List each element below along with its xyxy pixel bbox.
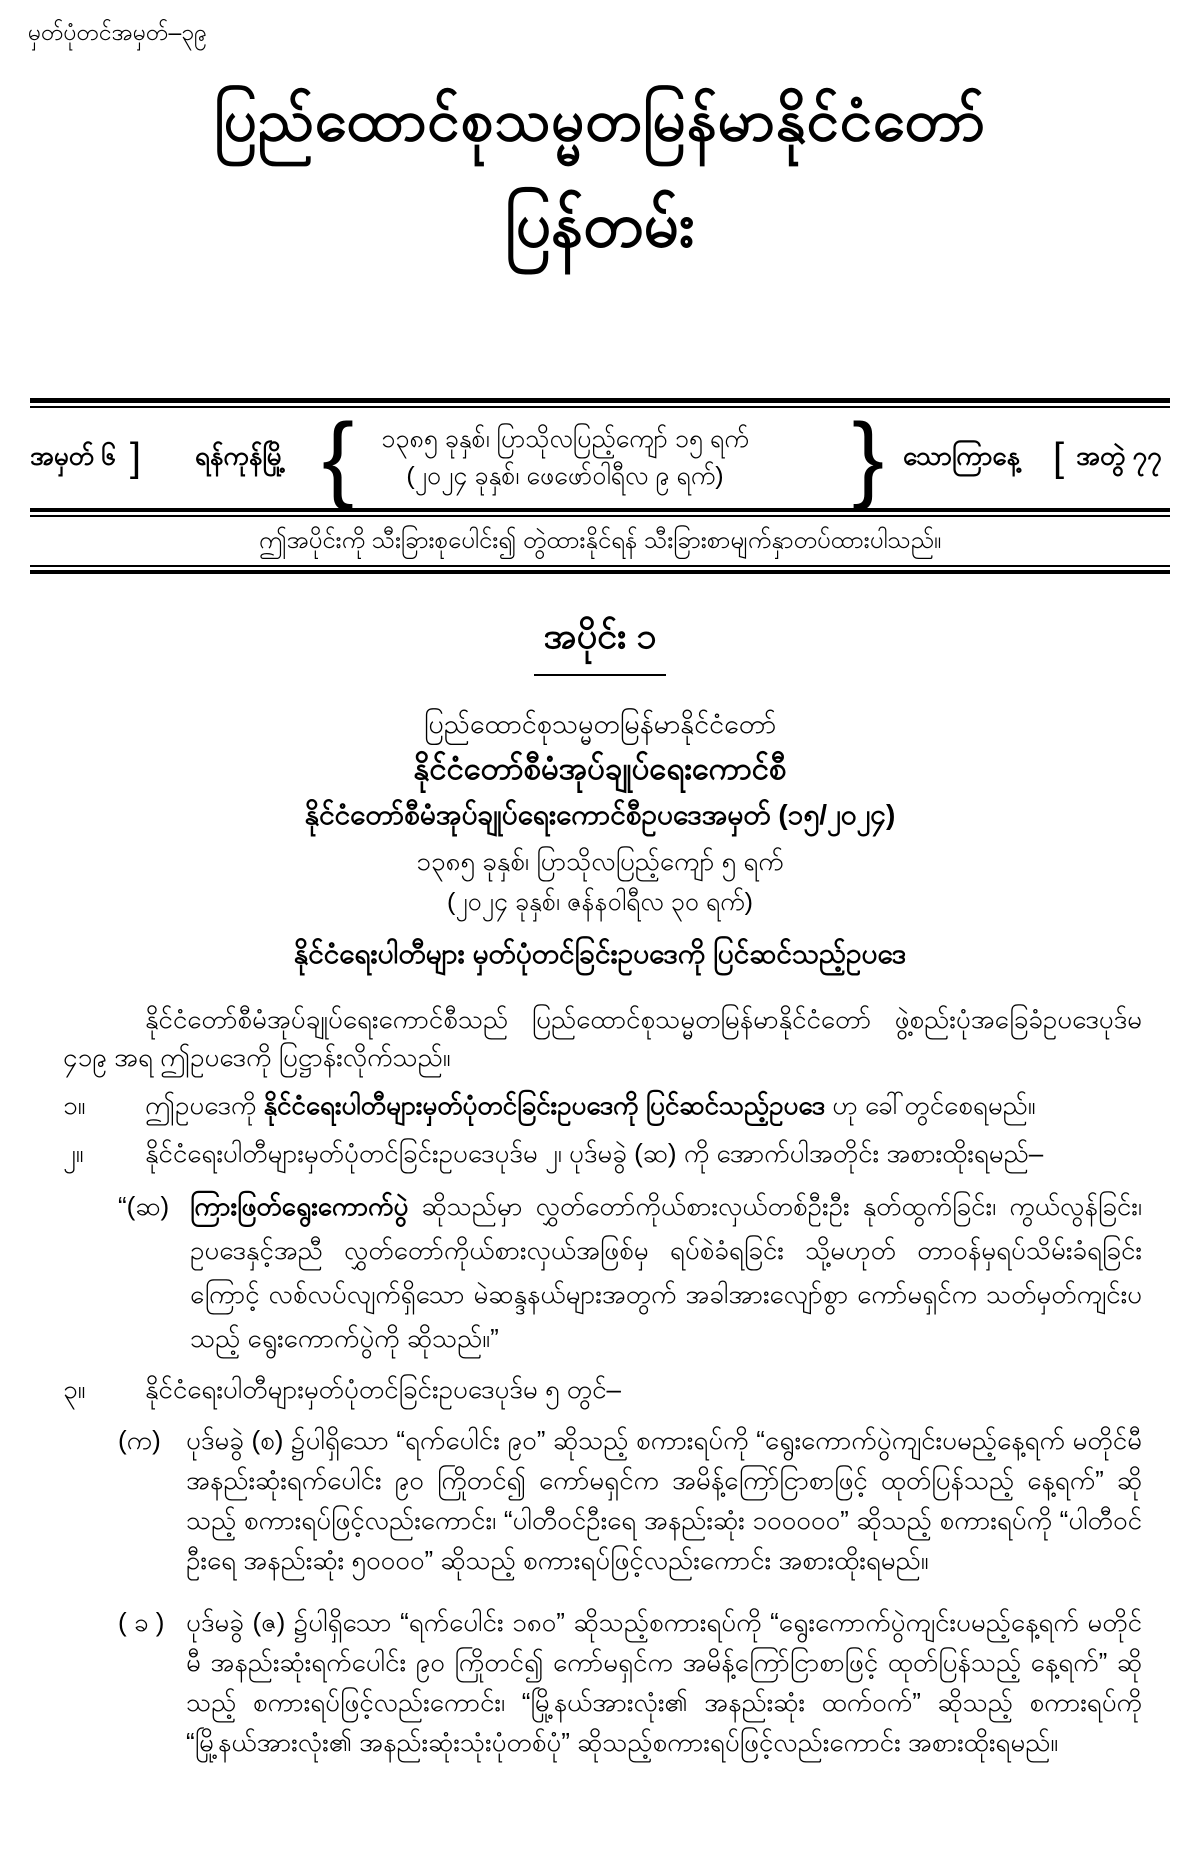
gazette-subtitle: ပြန်တမ်း xyxy=(505,191,695,260)
volume-label: အတွဲ ၇၇ xyxy=(1076,440,1162,471)
binding-notice: ဤအပိုင်းကို သီးခြားစုပေါင်း၍ တွဲထားနိုင်ရန် သီးခြားစာမျက်နှာတပ်ထားပါသည်။ xyxy=(258,527,942,554)
quoted-clause-body: ဆိုသည်မှာ လွှတ်တော်ကိုယ်စားလှယ်တစ်ဦးဦး နုတ်ထွက်ခြင်း၊ ကွယ်လွန်ခြင်း၊ ဥပဒေနှင့်အညီ လွှတ်တော်ကိုယ်စားလှယ်အဖြစ်မှ ရပ်စဲခံရခြင်း သို့မဟုတ် တာဝန်မှရပ်သိမ်းခံရခြင်းကြောင့် လစ်လပ်လျက်ရှိသော မဲဆန္ဒနယ်များအတွက် အခါအားလျော်စွာ ကော်မရှင်က သတ်မှတ်ကျင်းပသည့် ရွေးကောက်ပွဲကို ဆိုသည်။” xyxy=(190,1191,1142,1353)
article-3-number: ၃။ xyxy=(63,1374,86,1404)
article-1-text-pre: ဤဥပဒေကို xyxy=(145,1090,264,1120)
issue-dates xyxy=(330,421,800,495)
quoted-clause-text xyxy=(190,1184,1142,1360)
quoted-clause xyxy=(118,1184,1142,1360)
part-heading: အပိုင်း ၁ xyxy=(534,610,667,676)
article-3-text: နိုင်ငံရေးပါတီများမှတ်ပုံတင်ခြင်းဥပဒေပုဒ်မ ၅ တွင်– xyxy=(145,1374,621,1404)
law-body xyxy=(63,1000,1142,1762)
quoted-clause-term: ကြားဖြတ်ရွေးကောက်ပွဲ xyxy=(190,1191,409,1221)
quoted-clause-label: “(ဆ) xyxy=(118,1191,170,1221)
issue-date-gregorian: (၂၀၂၄ ခုနှစ်၊ ဖေဖော်ဝါရီလ ၉ ရက်) xyxy=(406,462,724,490)
article-3 xyxy=(63,1370,1142,1408)
notice-rule-bottom xyxy=(30,565,1170,574)
article-1-number: ၁။ xyxy=(63,1090,86,1120)
article-1-text-post: ဟု ခေါ်တွင်စေရမည်။ xyxy=(825,1090,1036,1120)
article-2-text: နိုင်ငံရေးပါတီများမှတ်ပုံတင်ခြင်းဥပဒေပုဒ်မ ၂၊ ပုဒ်မခွဲ (ဆ) ကို အောက်ပါအတိုင်း အစားထိုးရမည်– xyxy=(145,1138,1044,1168)
city-name: ရန်ကုန်မြို့ xyxy=(195,440,286,471)
council-name: နိုင်ငံတော်စီမံအုပ်ချုပ်ရေးကောင်စီ xyxy=(413,751,787,786)
article-1-text xyxy=(145,1086,1142,1124)
gazette-title: ပြည်ထောင်စုသမ္မတမြန်မာနိုင်ငံတော် xyxy=(214,88,986,153)
weekday: သောကြာနေ့ xyxy=(903,440,1020,471)
double-rule-top xyxy=(30,398,1170,408)
issue-number-label: အမှတ် ၆ xyxy=(30,440,116,471)
date-brace-close: } xyxy=(852,404,885,511)
issue-bracket: ] xyxy=(129,435,142,480)
article-2-number: ၂။ xyxy=(63,1138,84,1168)
subclause-b-text: ပုဒ်မခွဲ (ဇ) ၌ပါရှိသော “ရက်ပေါင်း ၁၈၀” ဆိုသည့်စကားရပ်ကို “ရွေးကောက်ပွဲကျင်းပမည့်နေ့ရက် မတိုင်မီ အနည်းဆုံးရက်ပေါင်း ၉၀ ကြိုတင်၍ ကော်မရှင်က အမိန့်ကြော်ငြာစာဖြင့် ထုတ်ပြန်သည့် နေ့ရက်” ဆိုသည့် စကားရပ်ဖြင့်လည်းကောင်း၊ “မြို့နယ်အားလုံး၏ အနည်းဆုံး ထက်ဝက်” ဆိုသည့် စကားရပ်ကို “မြို့နယ်အားလုံး၏ အနည်းဆုံးသုံးပုံတစ်ပုံ” ဆိုသည့်စကားရပ်ဖြင့်လည်းကောင်း အစားထိုးရမည်။ xyxy=(186,1607,1142,1757)
law-number-line: နိုင်ငံတော်စီမံအုပ်ချုပ်ရေးကောင်စီဥပဒေအမှတ် (၁၅/၂၀၂၄) xyxy=(304,799,896,830)
date-brace-open: { xyxy=(322,404,355,511)
registration-number: မှတ်ပုံတင်အမှတ်–၃၉ xyxy=(28,19,208,45)
issue-info-band xyxy=(0,404,1200,511)
volume-number xyxy=(1053,436,1162,481)
subclause-a-label: (က) xyxy=(118,1425,161,1455)
law-title: နိုင်ငံရေးပါတီများ မှတ်ပုံတင်ခြင်းဥပဒေကို ပြင်ဆင်သည့်ဥပဒေ xyxy=(293,938,907,969)
preamble: နိုင်ငံတော်စီမံအုပ်ချုပ်ရေးကောင်စီသည် ပြည်ထောင်စုသမ္မတမြန်မာနိုင်ငံတော် ဖွဲ့စည်းပုံအခြေခံဥပဒေပုဒ်မ ၄၁၉ အရ ဤဥပဒေကို ပြဋ္ဌာန်းလိုက်သည်။ xyxy=(63,1004,1142,1072)
article-1 xyxy=(63,1086,1142,1124)
subclause-b-label: ( ခ ) xyxy=(118,1607,165,1637)
notice-rule-top xyxy=(30,508,1170,517)
subclause-a-text: ပုဒ်မခွဲ (စ) ၌ပါရှိသော “ရက်ပေါင်း ၉၀” ဆိုသည့် စကားရပ်ကို “ရွေးကောက်ပွဲကျင်းပမည့်နေ့ရက် မတိုင်မီ အနည်းဆုံးရက်ပေါင်း ၉၀ ကြိုတင်၍ ကော်မရှင်က အမိန့်ကြော်ငြာစာဖြင့် ထုတ်ပြန်သည့် နေ့ရက်” ဆိုသည့် စကားရပ်ဖြင့်လည်းကောင်း၊ “ပါတီဝင်ဦးရေ အနည်းဆုံး ၁၀၀၀၀၀” ဆိုသည့် စကားရပ်ကို “ပါတီဝင်ဦးရေ အနည်းဆုံး ၅၀၀၀၀” ဆိုသည့် စကားရပ်ဖြင့်လည်းကောင်း အစားထိုးရမည်။ xyxy=(186,1425,1142,1575)
law-date-myanmar: ၁၃၈၅ ခုနှစ်၊ ပြာသိုလပြည့်ကျော် ၅ ရက် xyxy=(416,846,784,876)
article-2 xyxy=(63,1134,1142,1172)
issue-date-myanmar: ၁၃၈၅ ခုနှစ်၊ ပြာသိုလပြည့်ကျော် ၁၅ ရက် xyxy=(381,425,749,453)
article-1-text-bold: နိုင်ငံရေးပါတီများမှတ်ပုံတင်ခြင်းဥပဒေကို ပြင်ဆင်သည့်ဥပဒေ xyxy=(263,1090,826,1120)
law-date-gregorian: (၂၀၂၄ ခုနှစ်၊ ဇန်နဝါရီလ ၃၀ ရက်) xyxy=(447,888,753,916)
subclause-b xyxy=(118,1602,1142,1762)
issue-number xyxy=(30,436,141,481)
part-heading-wrap xyxy=(0,610,1200,676)
state-name: ပြည်ထောင်စုသမ္မတမြန်မာနိုင်ငံတော် xyxy=(423,709,777,739)
subclause-a xyxy=(118,1420,1142,1580)
volume-bracket: [ xyxy=(1053,435,1065,480)
